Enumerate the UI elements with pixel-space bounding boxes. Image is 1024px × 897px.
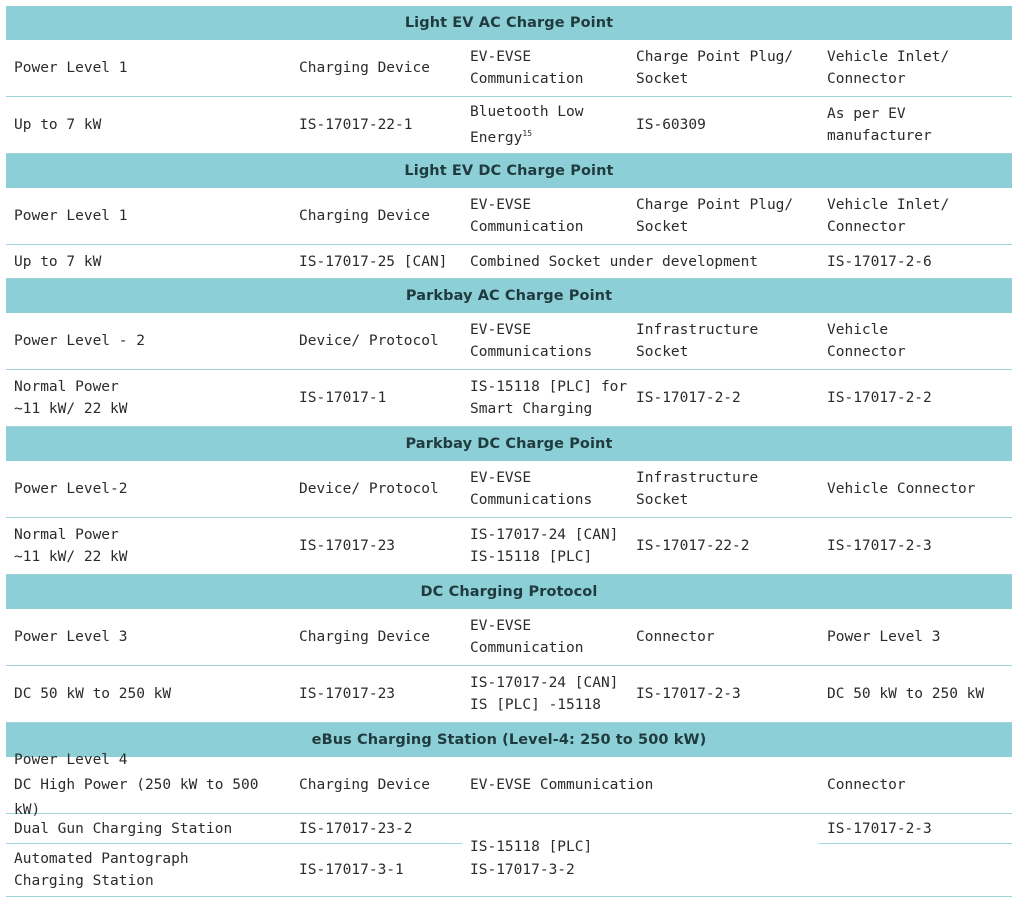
table-cell: IS-17017-23 [299, 538, 396, 554]
table-cell: Normal Power ~11 kW/ 22 kW [14, 379, 128, 417]
header-cell: Charging Device [299, 777, 430, 793]
table-cell: IS-60309 [636, 117, 706, 133]
table-cell: IS-17017-2-2 [636, 390, 741, 406]
header-cell: Vehicle Connector [827, 322, 906, 360]
header-cell: Device/ Protocol [299, 481, 439, 497]
table-cell: IS-17017-23-2 [291, 814, 462, 844]
charge-point-standards-table [6, 6, 1012, 897]
table-row [6, 518, 1012, 575]
table-cell: IS-17017-1 [299, 390, 387, 406]
table-cell: Normal Power ~11 kW/ 22 kW [14, 527, 128, 565]
header-cell: Vehicle Connector [827, 481, 976, 497]
table-cell [462, 101, 628, 149]
table-cell: IS-17017-2-3 [819, 814, 1012, 844]
header-cell: Infrastructure Socket [636, 322, 759, 360]
table-cell: IS-17017-23 [299, 686, 396, 702]
table-cell: IS-17017-2-2 [827, 390, 932, 406]
table-cell: IS-17017-25 [CAN] [299, 253, 448, 270]
table-cell: Automated Pantograph Charging Station [14, 851, 189, 889]
header-row [6, 188, 1012, 245]
table-cell: As per EV manufacturer [827, 106, 932, 144]
section-title: Parkbay DC Charge Point [6, 427, 1012, 461]
header-cell: Charge Point Plug/ Socket [636, 49, 794, 87]
table-row [6, 370, 1012, 427]
table-cell: IS-17017-24 [CAN] IS-15118 [PLC] [470, 527, 619, 565]
cell-text: Bluetooth Low Energy [470, 104, 584, 146]
footnote-marker: 15 [522, 129, 533, 138]
table-cell: IS-15118 [PLC] [470, 839, 593, 855]
table-cell: DC 50 kW to 250 kW [827, 686, 985, 702]
table-cell: Up to 7 kW [14, 117, 102, 133]
header-row [6, 751, 1012, 818]
header-row [6, 609, 1012, 666]
header-cell: EV-EVSE Communication [470, 777, 654, 793]
header-cell: Power Level 1 [14, 208, 128, 224]
header-cell: Device/ Protocol [299, 333, 439, 349]
header-cell: Power Level 3 [827, 629, 941, 645]
table-cell: IS-17017-2-6 [827, 253, 932, 270]
section-title: eBus Charging Station (Level-4: 250 to 500 kW) [6, 723, 1012, 757]
section-title: Light EV AC Charge Point [6, 6, 1012, 40]
header-row [6, 313, 1012, 370]
header-cell: Vehicle Inlet/ Connector [827, 197, 950, 235]
header-cell: Power Level 1 [14, 60, 128, 76]
header-cell: Connector [636, 629, 715, 645]
header-row [6, 461, 1012, 518]
header-cell: Power Level - 2 [14, 333, 145, 349]
header-cell: EV-EVSE Communication [470, 618, 584, 656]
table-cell: IS-15118 [PLC] for Smart Charging [470, 379, 628, 417]
table-cell: DC 50 kW to 250 kW [14, 686, 172, 702]
table-cell: IS-17017-2-3 [827, 538, 932, 554]
header-cell: EV-EVSE Communication [470, 49, 584, 87]
header-cell: EV-EVSE Communications [470, 322, 593, 360]
header-cell: Power Level 4 DC High Power (250 kW to 500 kW) [14, 751, 259, 818]
table-row [6, 97, 1012, 154]
header-cell: EV-EVSE Communication [470, 197, 584, 235]
section-title: DC Charging Protocol [6, 575, 1012, 609]
section-title: Light EV DC Charge Point [6, 154, 1012, 188]
header-cell: Connector [827, 777, 906, 793]
table-cell: IS-17017-22-1 [299, 117, 413, 133]
table-row [6, 814, 1012, 855]
header-cell: Power Level 3 [14, 629, 128, 645]
table-cell: Up to 7 kW [14, 253, 102, 270]
header-cell: Charging Device [299, 208, 430, 224]
table-cell: Combined Socket under development [470, 253, 759, 270]
table-cell: IS-17017-2-3 [636, 686, 741, 702]
table-cell: IS-17017-22-2 [636, 538, 750, 554]
header-cell: Power Level-2 [14, 481, 128, 497]
header-cell: Charging Device [299, 60, 430, 76]
table-row [6, 245, 1012, 279]
header-row [6, 40, 1012, 97]
table-cell: IS-17017-3-1 [299, 862, 404, 878]
section-title: Parkbay AC Charge Point [6, 279, 1012, 313]
table-cell: IS-17017-3-2 [470, 862, 575, 878]
header-cell: EV-EVSE Communications [470, 470, 593, 508]
header-cell: Vehicle Inlet/ Connector [827, 49, 950, 87]
header-cell: Charging Device [299, 629, 430, 645]
table-cell: IS-17017-24 [CAN] IS [PLC] -15118 [470, 675, 619, 713]
header-cell: Infrastructure Socket [636, 470, 759, 508]
header-cell: Charge Point Plug/ Socket [636, 197, 794, 235]
table-cell: Dual Gun Charging Station [6, 814, 291, 844]
table-row [6, 666, 1012, 723]
